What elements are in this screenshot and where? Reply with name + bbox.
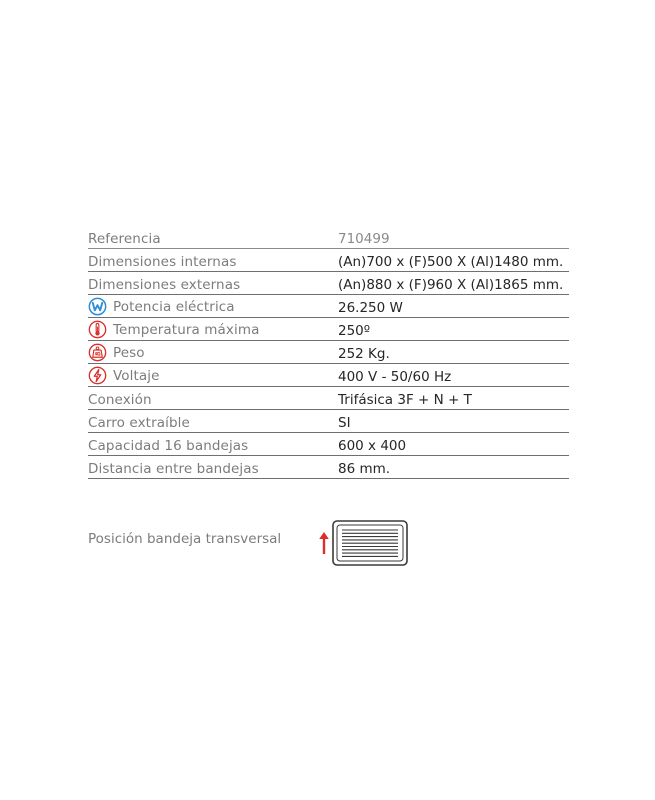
spec-value: 86 mm. (338, 461, 391, 477)
spec-row-dimensiones-internas (88, 249, 569, 272)
voltage-bolt-icon (88, 366, 107, 385)
spec-row-temperatura (88, 318, 569, 341)
spec-row-voltaje (88, 364, 569, 387)
spec-row-peso (88, 341, 569, 364)
spec-value: 250º (338, 323, 371, 339)
spec-label: Distancia entre bandejas (88, 461, 259, 477)
spec-value: (An)880 x (F)960 X (Al)1865 mm. (338, 277, 564, 293)
spec-label: Carro extraíble (88, 415, 190, 431)
spec-label: Voltaje (88, 366, 338, 386)
spec-row-potencia (88, 295, 569, 318)
spec-label: Peso (88, 343, 338, 363)
spec-row-carro (88, 410, 569, 433)
spec-value: 26.250 W (338, 300, 403, 316)
spec-label: Dimensiones internas (88, 254, 237, 270)
spec-label: Dimensiones externas (88, 277, 241, 293)
spec-value: (An)700 x (F)500 X (Al)1480 mm. (338, 254, 564, 270)
arrow-up-icon (317, 530, 331, 556)
tray-position-label: Posición bandeja transversal (88, 531, 282, 547)
spec-value: 600 x 400 (338, 438, 407, 454)
spec-row-distancia (88, 456, 569, 479)
spec-label: Conexión (88, 392, 152, 408)
spec-label: Temperatura máxima (88, 320, 338, 340)
tray-transversal-icon (332, 520, 408, 566)
spec-label: Potencia eléctrica (88, 297, 338, 317)
spec-row-referencia (88, 226, 569, 249)
spec-label: Capacidad 16 bandejas (88, 438, 249, 454)
spec-row-dimensiones-externas (88, 272, 569, 295)
spec-table (88, 226, 569, 479)
thermometer-icon (88, 320, 107, 339)
spec-row-capacidad (88, 433, 569, 456)
spec-row-conexion (88, 387, 569, 410)
spec-value: 710499 (338, 231, 390, 247)
spec-value: 400 V - 50/60 Hz (338, 369, 452, 385)
spec-value: 252 Kg. (338, 346, 390, 362)
spec-value: Trifásica 3F + N + T (338, 392, 472, 408)
power-w-icon (88, 297, 107, 316)
weight-icon (88, 343, 107, 362)
spec-label: Referencia (88, 231, 161, 247)
spec-value: SI (338, 415, 351, 431)
